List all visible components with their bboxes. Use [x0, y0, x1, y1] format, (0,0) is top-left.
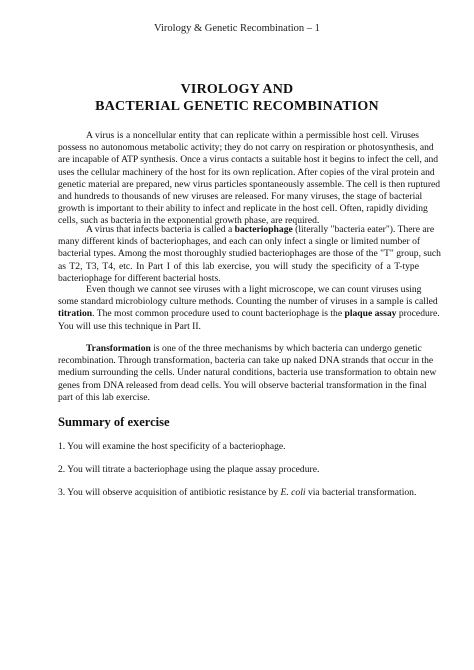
paragraph-line: genes from DNA released from dead cells. You will observe bacterial transformation in the final	[58, 379, 427, 391]
paragraph-line	[58, 224, 435, 236]
paragraph-line: are incapable of ATP synthesis. Once a virus contacts a suitable host it begins to infect the cell, and	[58, 154, 439, 166]
paragraph-line: uses the cellular machinery of the host for its own replication. After copies of the viral protein and	[58, 166, 435, 178]
text-run: A virus that infects bacteria is called a	[86, 224, 235, 235]
paragraph-line: part of this lab exercise.	[58, 391, 150, 403]
summary-item-1: 1. You will examine the host specificity of a bacteriophage.	[58, 441, 286, 452]
text-run: via bacterial transformation.	[305, 487, 417, 498]
paragraph-line: recombination. Through transformation, bacteria can take up naked DNA strands that occur in the	[58, 355, 434, 367]
term-e-coli: E. coli	[280, 487, 306, 498]
document-title-line-1: VIROLOGY AND	[180, 82, 294, 97]
summary-heading: Summary of exercise	[58, 415, 170, 429]
paragraph-virus-intro	[58, 130, 441, 228]
text-run: 3. You will observe acquisition of antibiotic resistance by	[58, 487, 281, 498]
paragraph-line: A virus is a noncellular entity that can replicate within a permissible host cell. Viruses	[86, 130, 419, 141]
text-run: procedure.	[396, 308, 440, 320]
text-run: . The most common procedure used to count bacteriophage is the	[92, 308, 345, 320]
paragraph-line: many different kinds of bacteriophages, and each can only infect a single or limited number of	[58, 236, 421, 248]
text-run: is one of the three mechanisms by which bacteria can undergo genetic	[150, 343, 422, 354]
term-bacteriophage: bacteriophage	[234, 224, 293, 235]
paragraph-line: bacterial types. Among the most thoroughly studied bacteriophages are those of the "T" group, such	[58, 248, 441, 260]
paragraph-bacteriophage	[58, 224, 441, 285]
paragraph-line: as T2, T3, T4, etc. In Part I of this lab exercise, you will study the specificity of a T-type	[58, 260, 419, 272]
paragraph-line: medium surrounding the cells. Under natural conditions, bacteria use transformation to obtain new	[58, 367, 437, 379]
running-header: Virology & Genetic Recombination – 1	[154, 23, 320, 34]
paragraph-line	[58, 308, 440, 320]
paragraph-line	[58, 343, 422, 355]
summary-item-2: 2. You will titrate a bacteriophage using the plaque assay procedure.	[58, 464, 320, 475]
term-transformation: Transformation	[86, 343, 151, 354]
paragraph-line: growth is important to their ability to infect and replicate in the host cell. Often, rapidly dividing	[58, 203, 428, 215]
paragraph-line: You will use this technique in Part II.	[58, 320, 201, 332]
term-plaque-assay: plaque assay	[344, 308, 397, 320]
paragraph-line: and hundreds to thousands of new viruses are released. For many viruses, the stage of bacterial	[58, 191, 423, 203]
paragraph-line: some standard microbiology culture methods. Counting the number of viruses in a sample is called	[58, 296, 438, 308]
document-title-line-2: BACTERIAL GENETIC RECOMBINATION	[95, 99, 379, 114]
paragraph-transformation	[58, 343, 437, 404]
paragraph-line: possess no autonomous metabolic activity; they do not carry on respiration or photosynthesis, and	[58, 142, 434, 154]
term-titration: titration	[58, 308, 93, 320]
summary-item-3	[58, 487, 416, 498]
paragraph-line: genetic material are prepared, new virus particles spontaneously assemble. The cell is then ruptured	[58, 178, 441, 190]
text-run: (literally "bacteria eater"). There are	[292, 224, 435, 235]
paragraph-line: cells, such as bacteria in the exponential growth phase, are required.	[58, 215, 320, 227]
paragraph-titration	[58, 284, 440, 333]
paragraph-line: bacteriophage for different bacterial hosts.	[58, 272, 221, 284]
paragraph-line: Even though we cannot see viruses with a light microscope, we can count viruses using	[86, 284, 422, 295]
